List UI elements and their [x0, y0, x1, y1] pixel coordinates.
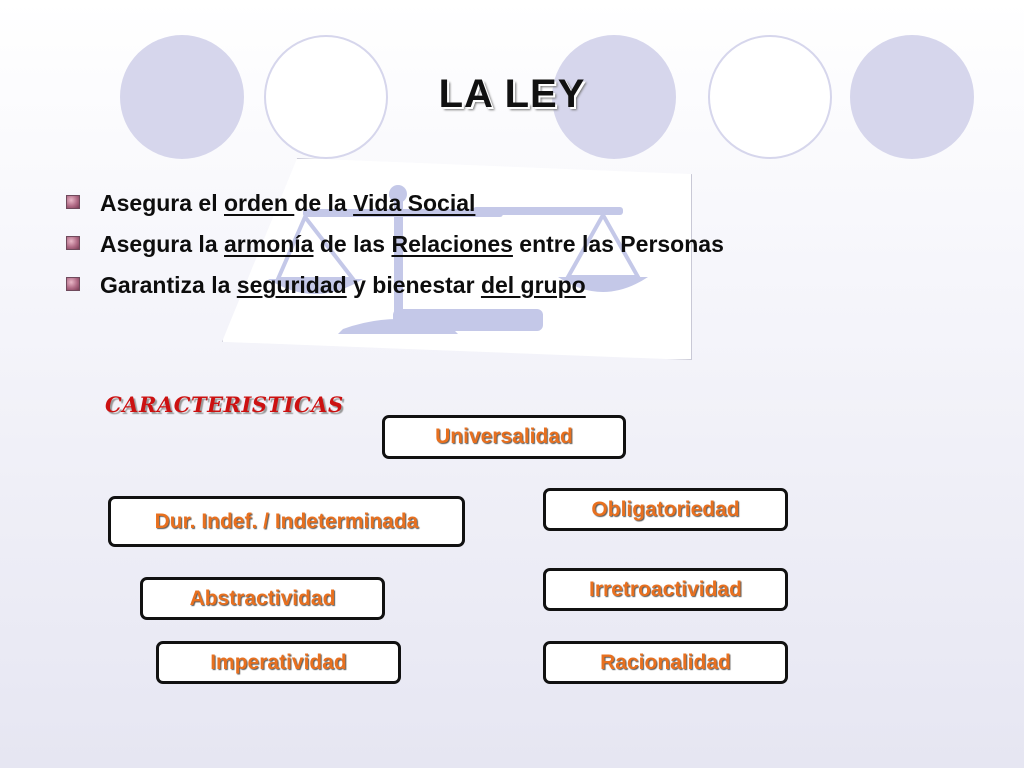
bullet-square-icon [66, 236, 80, 250]
characteristic-obligatoriedad: Obligatoriedad [543, 488, 788, 531]
bullet-square-icon [66, 277, 80, 291]
bullet-square-icon [66, 195, 80, 209]
characteristic-universalidad: Universalidad [382, 415, 626, 459]
bullet-list [64, 185, 724, 308]
characteristic-irretroactividad: Irretroactividad [543, 568, 788, 611]
characteristics-heading: CARACTERISTICAS [105, 392, 344, 417]
bullet-item: Asegura el orden de la Vida Social [64, 185, 724, 226]
bullet-item: Asegura la armonía de las Relaciones entre las Personas [64, 226, 724, 267]
characteristic-abstractividad: Abstractividad [140, 577, 385, 620]
characteristic-racionalidad: Racionalidad [543, 641, 788, 684]
characteristic-imperatividad: Imperatividad [156, 641, 401, 684]
bullet-item: Garantiza la seguridad y bienestar del grupo [64, 267, 724, 308]
slide-title: LA LEY [438, 72, 586, 116]
characteristic-duracion: Dur. Indef. / Indeterminada [108, 496, 465, 547]
